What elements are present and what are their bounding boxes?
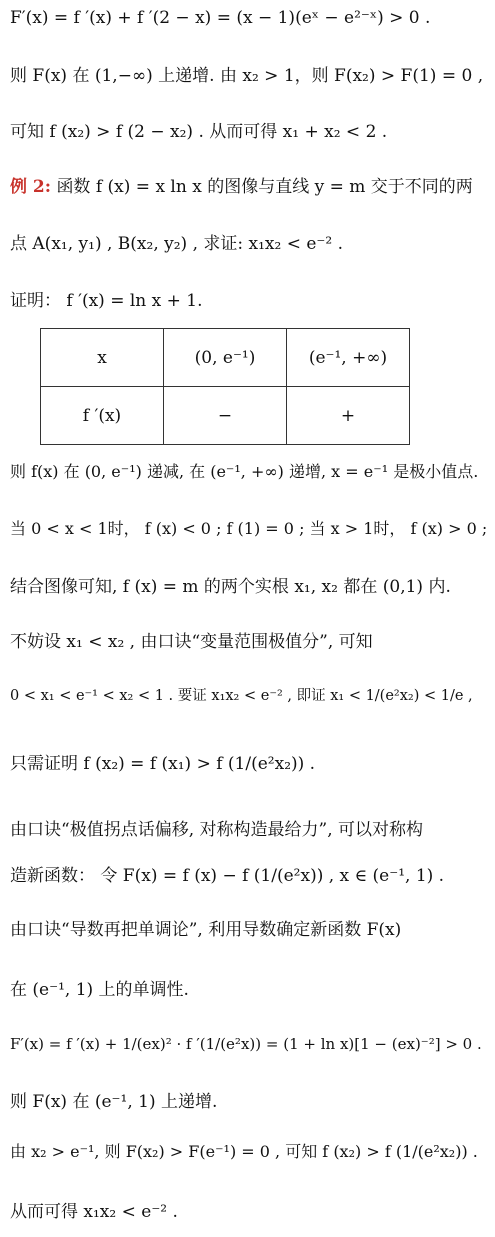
text-line-11: 0 < x₁ < e⁻¹ < x₂ < 1 . 要证 x₁x₂ < e⁻² , 即证 x₁ < 1/(e²x₂) < 1/e , xyxy=(10,688,473,704)
text-line-2: 则 F(x) 在 (1,−∞) 上递增. 由 x₂ > 1，则 F(x₂) > F(1) = 0 , xyxy=(10,66,484,86)
table-cell: + xyxy=(287,387,410,445)
text-line-17: F′(x) = f ′(x) + 1/(ex)² · f ′(1/(e²x)) = (1 + ln x)[1 − (ex)⁻²] > 0 . xyxy=(10,1035,482,1053)
text-line-10: 不妨设 x₁ < x₂ , 由口诀“变量范围极值分”, 可知 xyxy=(10,632,373,652)
table-row xyxy=(41,329,410,387)
table-cell: (0, e⁻¹) xyxy=(164,329,287,387)
table-cell: (e⁻¹, +∞) xyxy=(287,329,410,387)
text-line-3: 可知 f (x₂) > f (2 − x₂) . 从而可得 x₁ + x₂ < 2 . xyxy=(10,122,388,142)
text-line-20: 从而可得 x₁x₂ < e⁻² . xyxy=(10,1202,178,1222)
example-label: 例 2: xyxy=(10,177,52,197)
table-cell: f ′(x) xyxy=(41,387,164,445)
example-text: 函数 f (x) = x ln x 的图像与直线 y = m 交于不同的两 xyxy=(56,177,473,197)
table-cell: − xyxy=(164,387,287,445)
text-line-15: 由口诀“导数再把单调论”, 利用导数确定新函数 F(x) xyxy=(10,920,402,940)
text-line-7: 则 f(x) 在 (0, e⁻¹) 递减, 在 (e⁻¹, +∞) 递增, x = e⁻¹ 是极小值点. xyxy=(10,462,479,481)
text-line-18: 则 F(x) 在 (e⁻¹, 1) 上递增. xyxy=(10,1092,218,1112)
text-line-13: 由口诀“极值拐点话偏移, 对称构造最给力”, 可以对称构 xyxy=(10,820,423,840)
text-line-19: 由 x₂ > e⁻¹, 则 F(x₂) > F(e⁻¹) = 0 , 可知 f (x₂) > f (1/(e²x₂)) . xyxy=(10,1142,478,1161)
text-line-1: F′(x) = f ′(x) + f ′(2 − x) = (x − 1)(eˣ − e²⁻ˣ) > 0 . xyxy=(10,8,431,28)
text-line-8: 当 0 < x < 1时， f (x) < 0 ; f (1) = 0 ; 当 x > 1时， f (x) > 0 ; xyxy=(10,519,488,538)
text-line-9: 结合图像可知, f (x) = m 的两个实根 x₁, x₂ 都在 (0,1) 内. xyxy=(10,577,451,597)
text-line-12: 只需证明 f (x₂) = f (x₁) > f (1/(e²x₂)) . xyxy=(10,754,316,774)
text-line-5: 点 A(x₁, y₁) , B(x₂, y₂) , 求证: x₁x₂ < e⁻² . xyxy=(10,234,344,254)
table-row xyxy=(41,387,410,445)
example-line xyxy=(10,175,487,199)
text-line-14: 造新函数： 令 F(x) = f (x) − f (1/(e²x)) , x ∈ (e⁻¹, 1) . xyxy=(10,866,445,886)
table-cell: x xyxy=(41,329,164,387)
text-line-6: 证明： f ′(x) = ln x + 1. xyxy=(10,291,203,311)
sign-table xyxy=(40,328,410,445)
text-line-16: 在 (e⁻¹, 1) 上的单调性. xyxy=(10,980,189,1000)
